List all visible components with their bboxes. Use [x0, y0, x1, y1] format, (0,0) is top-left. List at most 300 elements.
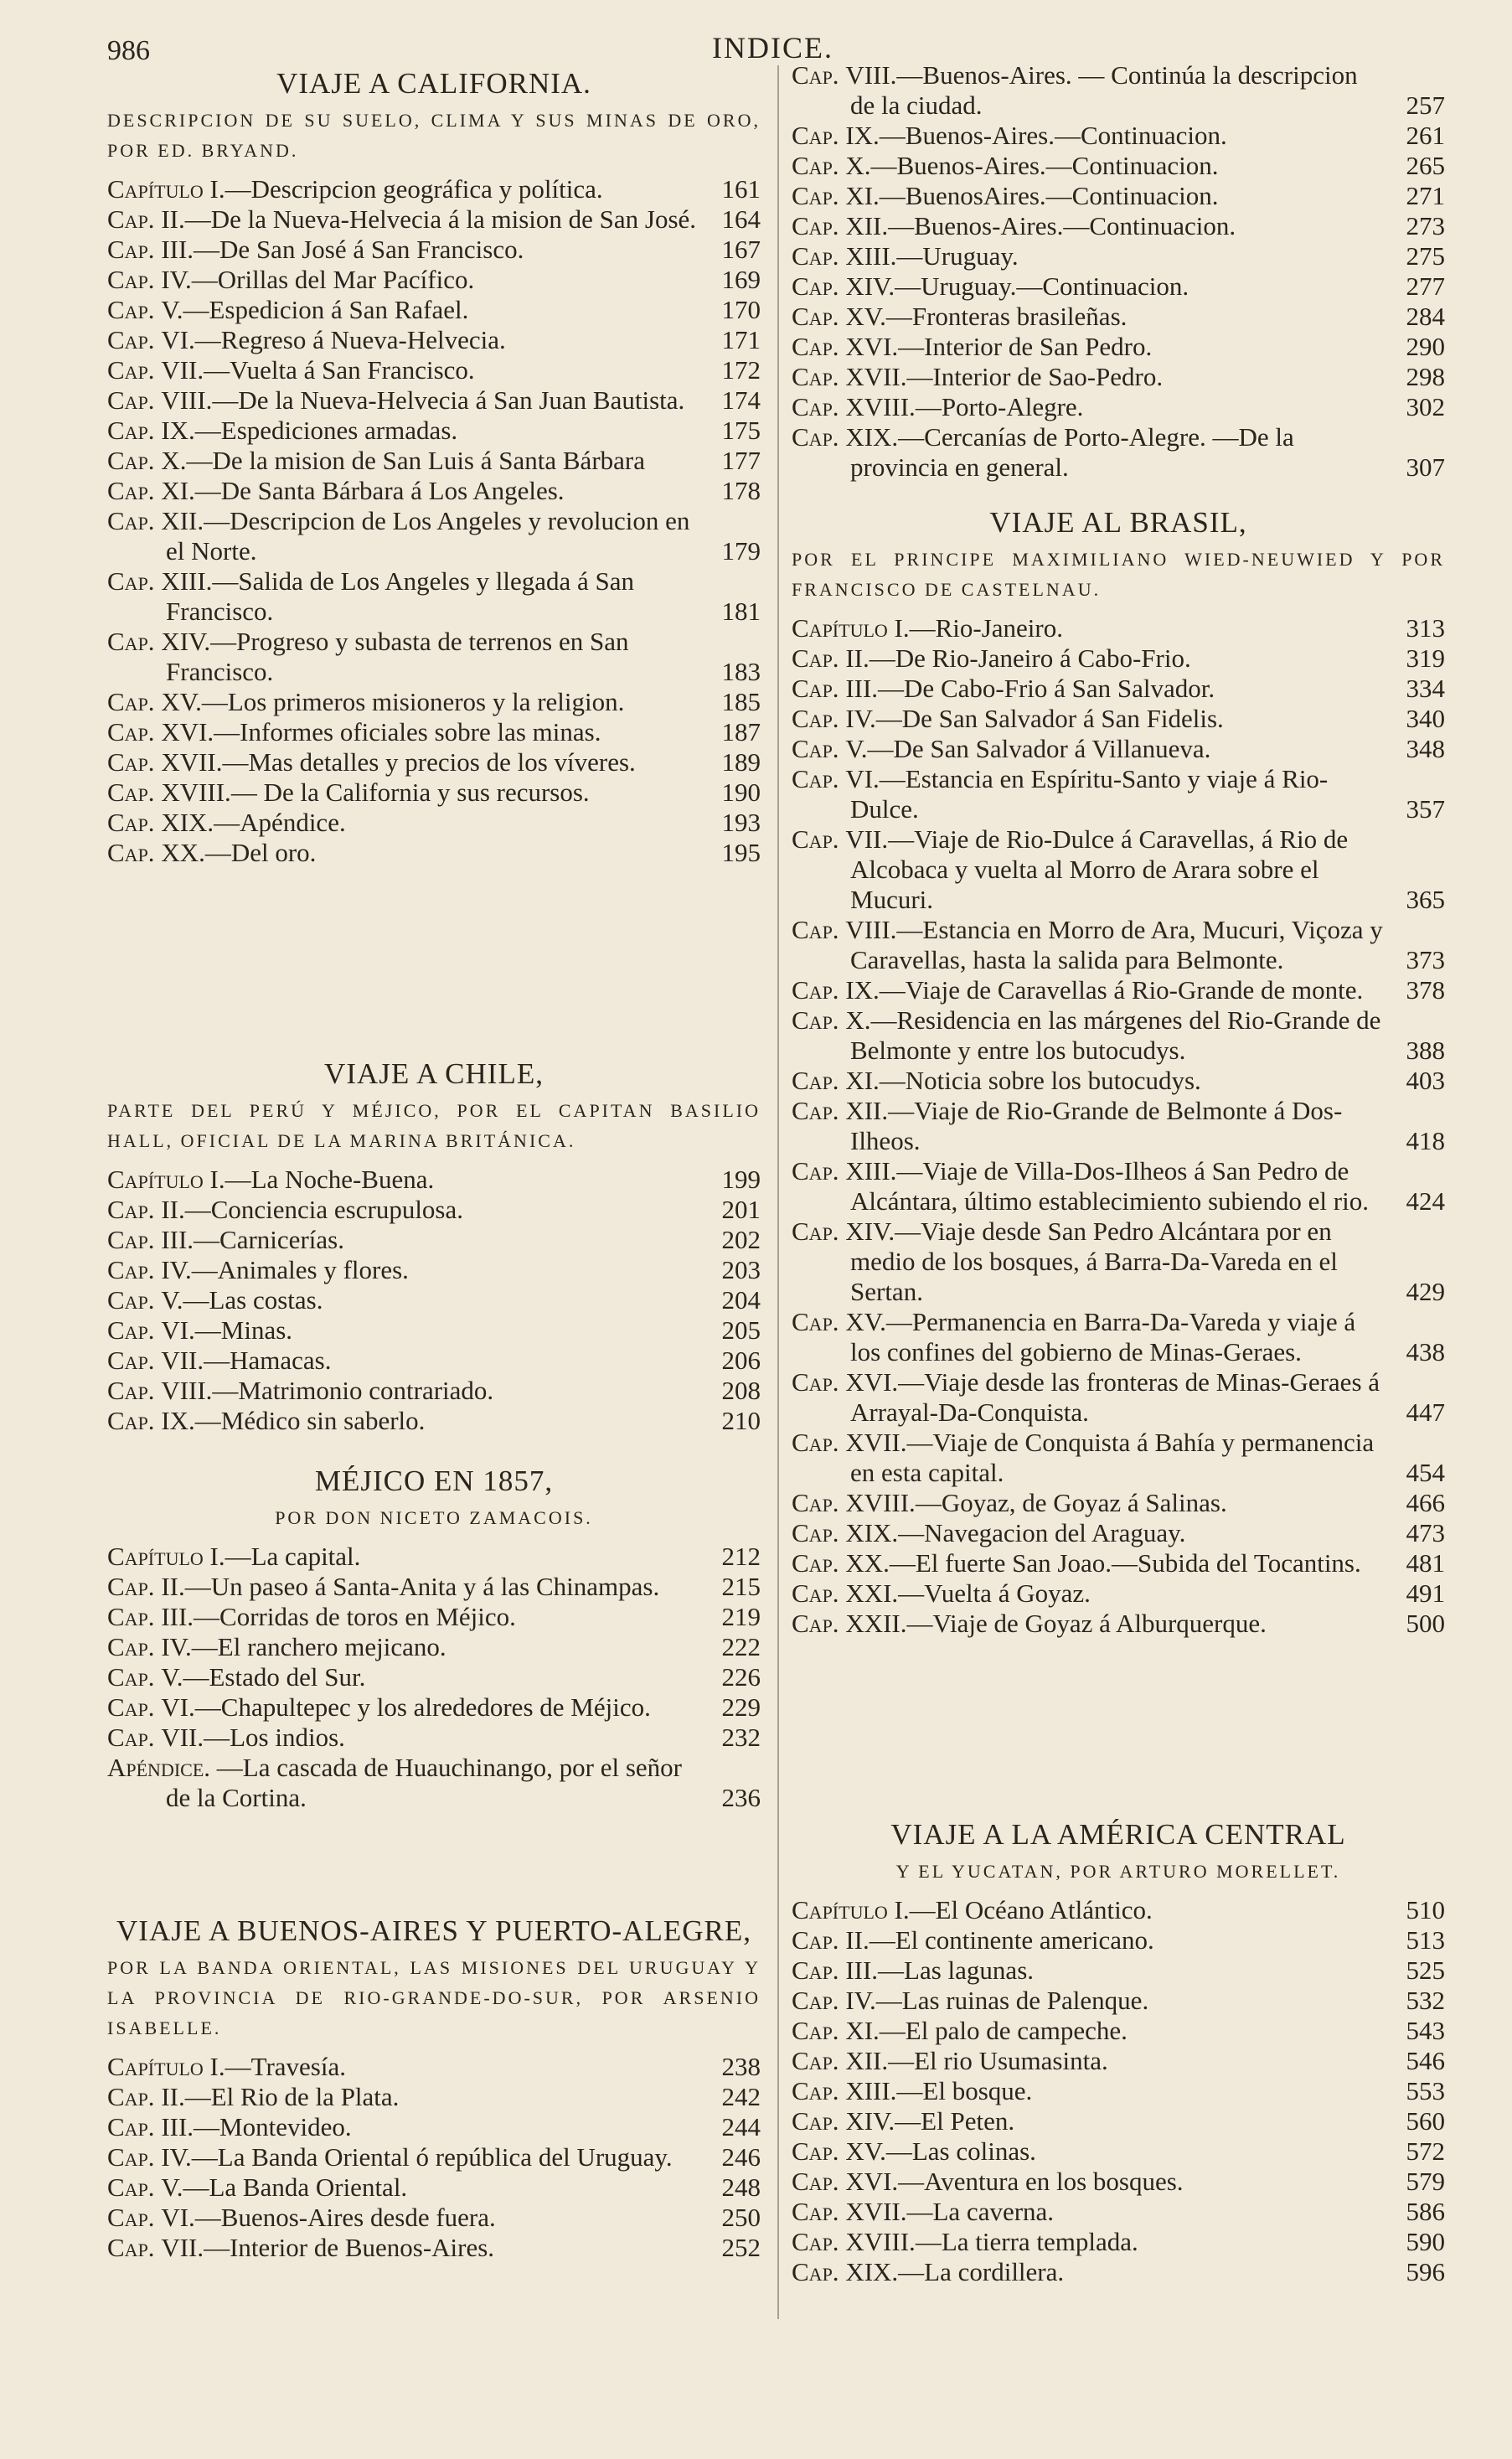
chapter-label: Cap. — [107, 1346, 155, 1375]
toc-entry — [792, 2197, 1445, 2227]
chapter-number: XXI. — [845, 1578, 899, 1608]
section-subtitle: Y EL YUCATAN, POR ARTURO MORELLET. — [895, 1861, 1341, 1882]
chapter-number: VI. — [161, 2203, 195, 2232]
chapter-number: I. — [894, 1895, 910, 1924]
page-ref: 244 — [721, 2112, 761, 2141]
section-subtitle: POR DON NICETO ZAMACOIS. — [275, 1507, 593, 1528]
chapter-label: Cap. — [107, 1285, 155, 1315]
page-ref: 208 — [721, 1376, 761, 1405]
chapter-label: Cap. — [792, 181, 839, 210]
chapter-label: Cap. — [107, 1315, 155, 1345]
chapter-label: Cap. — [792, 271, 839, 301]
page-ref: 226 — [721, 1662, 761, 1692]
chapter-title: —La capital. — [224, 1542, 361, 1571]
page-ref: 238 — [721, 2052, 761, 2081]
chapter-label: Cap. — [792, 422, 839, 452]
toc-entry — [107, 235, 761, 265]
toc-entry — [792, 1096, 1445, 1156]
chapter-label: Cap. — [792, 975, 839, 1005]
chapter-title: —Uruguay. — [896, 241, 1019, 271]
chapter-title: —Vuelta á San Francisco. — [204, 355, 475, 385]
page-ref: 179 — [721, 536, 761, 566]
toc-entry — [792, 211, 1445, 241]
chapter-label: Cap. — [107, 476, 155, 505]
chapter-label: Cap. — [107, 295, 155, 324]
chapter-title: —Espediciones armadas. — [194, 416, 458, 445]
chapter-number: XVII. — [845, 2197, 907, 2226]
chapter-label: Cap. — [107, 627, 155, 656]
chapter-number: II. — [161, 1195, 185, 1224]
chapter-list — [107, 174, 761, 868]
page-ref: 232 — [721, 1723, 761, 1752]
chapter-title: —La cordillera. — [898, 2257, 1065, 2286]
chapter-label: Capítulo — [792, 613, 888, 643]
chapter-title: —El palo de campeche. — [879, 2016, 1128, 2045]
chapter-title: —De Cabo-Frio á San Salvador. — [878, 674, 1215, 703]
chapter-title: —Hamacas. — [204, 1346, 332, 1375]
chapter-number: XX. — [161, 838, 205, 867]
page-ref: 195 — [721, 838, 761, 867]
chapter-title: —La caverna. — [906, 2197, 1055, 2226]
toc-entry — [107, 506, 761, 566]
toc-entry — [792, 392, 1445, 422]
chapter-label: Cap. — [107, 2203, 155, 2232]
page-ref: 590 — [1406, 2227, 1445, 2256]
chapter-number: III. — [161, 2112, 194, 2141]
chapter-label: Cap. — [792, 824, 839, 854]
section-subtitle: PARTE DEL PERÚ Y MÉJICO, POR EL CAPITAN BASILIO HALL, OFICIAL DE LA MARINA BRITÁNICA. — [107, 1100, 761, 1151]
toc-entry — [107, 747, 761, 777]
chapter-label: Cap. — [107, 2172, 155, 2202]
chapter-title: —Las costas. — [183, 1285, 323, 1315]
chapter-title: —Progreso y subasta de terrenos en San Francisco. — [166, 627, 629, 686]
page-ref: 210 — [721, 1406, 761, 1435]
chapter-title: —Rio-Janeiro. — [909, 613, 1063, 643]
chapter-number: XIII. — [161, 566, 213, 596]
page-ref: 510 — [1406, 1895, 1445, 1924]
page-ref: 560 — [1406, 2106, 1445, 2136]
chapter-number: XII. — [845, 1096, 889, 1125]
chapter-title: —La cascada de Huauchinango, por el señor de la Cortina. — [166, 1753, 682, 1812]
chapter-title: —Los indios. — [204, 1723, 345, 1752]
chapter-title: —Chapultepec y los alrededores de Méjico. — [194, 1692, 651, 1722]
page-ref: 204 — [721, 1285, 761, 1315]
column-rule — [777, 65, 779, 2319]
toc-entry — [792, 643, 1445, 674]
chapter-label: Cap. — [792, 1307, 839, 1336]
chapter-number: XVI. — [845, 332, 899, 361]
page-ref: 181 — [721, 597, 761, 626]
toc-entry — [792, 1986, 1445, 2016]
chapter-number: XVI. — [845, 2167, 899, 2196]
chapter-title: —Fronteras brasileñas. — [885, 302, 1128, 331]
chapter-label: Cap. — [107, 355, 155, 385]
toc-entry — [792, 2076, 1445, 2106]
chapter-title: — De la California y sus recursos. — [230, 777, 590, 807]
page-ref: 500 — [1406, 1609, 1445, 1638]
toc-entry — [107, 1542, 761, 1572]
chapter-number: XV. — [161, 687, 202, 716]
toc-entry — [107, 717, 761, 747]
toc-entry — [792, 975, 1445, 1005]
chapter-number: V. — [845, 734, 868, 763]
chapter-title: —Orillas del Mar Pacífico. — [191, 265, 475, 294]
chapter-number: VIII. — [845, 915, 897, 944]
chapter-number: I. — [894, 613, 910, 643]
chapter-title: —Salida de Los Angeles y llegada á San Francisco. — [166, 566, 635, 626]
page-ref: 454 — [1406, 1458, 1445, 1487]
left-column-section-4 — [107, 1914, 761, 2263]
chapter-number: XVII. — [845, 1428, 907, 1457]
chapter-number: XIV. — [845, 2106, 895, 2136]
chapter-label: Cap. — [107, 1225, 155, 1254]
page-ref: 169 — [721, 265, 761, 294]
toc-entry — [792, 1217, 1445, 1307]
chapter-number: I. — [209, 174, 225, 204]
page-ref: 185 — [721, 687, 761, 716]
page-ref: 447 — [1406, 1397, 1445, 1427]
page-ref: 236 — [721, 1783, 761, 1812]
chapter-label: Cap. — [107, 446, 155, 475]
chapter-number: IV. — [161, 1255, 192, 1284]
chapter-label: Cap. — [107, 808, 155, 837]
chapter-number: XI. — [845, 1066, 880, 1095]
page-ref: 284 — [1406, 302, 1445, 331]
chapter-number: X. — [845, 151, 871, 180]
chapter-label: Cap. — [792, 1428, 839, 1457]
chapter-label: Cap. — [792, 1217, 839, 1246]
chapter-label: Capítulo — [107, 2052, 204, 2081]
chapter-number: XX. — [845, 1548, 890, 1578]
chapter-title: —Las lagunas. — [878, 1955, 1035, 1985]
section-subtitle: DESCRIPCION DE SU SUELO, CLIMA Y SUS MINAS DE ORO, POR ED. BRYAND. — [107, 110, 761, 161]
toc-entry — [107, 1723, 761, 1753]
chapter-list — [107, 1542, 761, 1813]
toc-entry — [107, 1406, 761, 1436]
toc-entry — [792, 121, 1445, 151]
section-subtitle: POR EL PRINCIPE MAXIMILIANO WIED-NEUWIED Y POR FRANCISCO DE CASTELNAU. — [792, 549, 1445, 600]
chapter-number: XV. — [845, 302, 886, 331]
chapter-number: IX. — [161, 416, 195, 445]
page-ref: 189 — [721, 747, 761, 777]
chapter-label: Cap. — [792, 915, 839, 944]
chapter-title: —Montevideo. — [194, 2112, 352, 2141]
chapter-title: —Los primeros misioneros y la religion. — [201, 687, 625, 716]
chapter-label: Cap. — [107, 2112, 155, 2141]
chapter-number: XVI. — [161, 717, 214, 746]
chapter-label: Cap. — [792, 2076, 839, 2105]
chapter-number: II. — [845, 1925, 870, 1955]
chapter-number: XIII. — [845, 1156, 897, 1186]
toc-entry — [107, 2052, 761, 2082]
section-title: VIAJE A LA AMÉRICA CENTRAL — [890, 1818, 1346, 1851]
chapter-number: XIV. — [845, 271, 895, 301]
chapter-label: Cap. — [792, 2016, 839, 2045]
chapter-number: XIII. — [845, 241, 897, 271]
page-ref: 202 — [721, 1225, 761, 1254]
toc-entry — [792, 2227, 1445, 2257]
chapter-number: XIV. — [845, 1217, 895, 1246]
chapter-number: II. — [161, 2082, 185, 2111]
toc-entry — [792, 2106, 1445, 2136]
chapter-number: II. — [161, 1572, 185, 1601]
chapter-title: —Goyaz, de Goyaz á Salinas. — [915, 1488, 1227, 1517]
chapter-number: IX. — [845, 975, 880, 1005]
chapter-title: —Espedicion á San Rafael. — [183, 295, 469, 324]
chapter-number: X. — [161, 446, 187, 475]
chapter-title: —Viaje desde San Pedro Alcántara por en medio de los bosques, á Barra-Da-Vareda en el Sertan. — [850, 1217, 1338, 1306]
page-ref: 373 — [1406, 945, 1445, 974]
chapter-title: —El bosque. — [896, 2076, 1033, 2105]
page-ref: 466 — [1406, 1488, 1445, 1517]
page-ref: 187 — [721, 717, 761, 746]
chapter-label: Cap. — [107, 747, 155, 777]
page-ref: 553 — [1406, 2076, 1445, 2105]
toc-entry — [107, 1376, 761, 1406]
chapter-number: XIX. — [161, 808, 214, 837]
chapter-number: V. — [161, 1285, 183, 1315]
chapter-title: —Minas. — [194, 1315, 293, 1345]
chapter-title: —Estancia en Espíritu-Santo y viaje á Rio-Dulce. — [850, 764, 1329, 824]
chapter-label: Cap. — [792, 332, 839, 361]
chapter-label: Cap. — [107, 385, 155, 415]
page-ref: 357 — [1406, 794, 1445, 824]
chapter-number: XI. — [845, 181, 880, 210]
chapter-number: IX. — [845, 121, 880, 150]
chapter-label: Cap. — [792, 362, 839, 391]
chapter-title: —De San José á San Francisco. — [194, 235, 524, 264]
chapter-label: Cap. — [792, 1518, 839, 1547]
chapter-label: Capítulo — [107, 1165, 204, 1194]
chapter-list — [792, 613, 1445, 1639]
chapter-number: V. — [161, 1662, 183, 1692]
chapter-label: Cap. — [792, 764, 839, 793]
chapter-label: Cap. — [792, 151, 839, 180]
toc-entry — [107, 1285, 761, 1315]
chapter-number: IV. — [161, 265, 192, 294]
chapter-label: Cap. — [107, 265, 155, 294]
section-subtitle: POR LA BANDA ORIENTAL, LAS MISIONES DEL URUGUAY Y LA PROVINCIA DE RIO-GRANDE-DO-SUR, POR ARSENIO ISABELLE. — [107, 1957, 761, 2038]
chapter-label: Cap. — [792, 2136, 839, 2166]
chapter-title: —De Santa Bárbara á Los Angeles. — [194, 476, 565, 505]
page-ref: 183 — [721, 657, 761, 686]
chapter-number: III. — [161, 1602, 194, 1631]
chapter-label: Cap. — [107, 1195, 155, 1224]
toc-entry — [792, 2016, 1445, 2046]
toc-entry — [792, 1367, 1445, 1428]
chapter-number: XII. — [845, 2046, 889, 2075]
page-ref: 265 — [1406, 151, 1445, 180]
chapter-label: Cap. — [792, 734, 839, 763]
page-ref: 257 — [1406, 90, 1445, 120]
page-ref: 250 — [721, 2203, 761, 2232]
chapter-number: VIII. — [161, 385, 213, 415]
chapter-label: Cap. — [792, 1609, 839, 1638]
toc-entry — [792, 824, 1445, 915]
toc-entry — [107, 687, 761, 717]
toc-entry — [792, 1428, 1445, 1488]
chapter-title: —Informes oficiales sobre las minas. — [214, 717, 601, 746]
chapter-title: —Buenos-Aires.—Continuacion. — [888, 211, 1236, 240]
chapter-label: Cap. — [792, 704, 839, 733]
chapter-number: XIII. — [845, 2076, 897, 2105]
chapter-title: —Buenos-Aires. — Continúa la descripcion de la ciudad. — [850, 60, 1358, 120]
chapter-number: XIX. — [845, 2257, 899, 2286]
chapter-label: Cap. — [792, 1156, 839, 1186]
chapter-title: —Viaje de Rio-Grande de Belmonte á Dos-Ilheos. — [850, 1096, 1343, 1155]
chapter-label: Cap. — [107, 1662, 155, 1692]
chapter-number: XII. — [845, 211, 889, 240]
toc-entry — [792, 1488, 1445, 1518]
chapter-label: Apéndice. — [107, 1753, 211, 1782]
toc-entry — [792, 674, 1445, 704]
chapter-number: II. — [161, 204, 185, 234]
toc-entry — [792, 1925, 1445, 1955]
chapter-number: IX. — [161, 1406, 195, 1435]
section-title: VIAJE A CHILE, — [324, 1057, 544, 1090]
chapter-number: III. — [161, 1225, 194, 1254]
toc-entry — [792, 151, 1445, 181]
chapter-title: —Carnicerías. — [194, 1225, 344, 1254]
chapter-number: XVIII. — [845, 392, 916, 421]
page-ref: 429 — [1406, 1277, 1445, 1306]
chapter-title: —De la mision de San Luis á Santa Bárbara — [186, 446, 645, 475]
chapter-number: XVIII. — [161, 777, 231, 807]
page-ref: 172 — [721, 355, 761, 385]
section-title: VIAJE A CALIFORNIA. — [276, 67, 591, 100]
chapter-title: —Apéndice. — [214, 808, 346, 837]
toc-entry — [107, 1225, 761, 1255]
toc-entry — [792, 1548, 1445, 1578]
chapter-title: —Buenos-Aires.—Continuacion. — [879, 121, 1227, 150]
chapter-label: Cap. — [107, 1572, 155, 1601]
chapter-number: XII. — [161, 506, 204, 535]
chapter-label: Cap. — [792, 302, 839, 331]
chapter-label: Capítulo — [792, 1895, 888, 1924]
page-ref: 525 — [1406, 1955, 1445, 1985]
chapter-label: Cap. — [107, 204, 155, 234]
chapter-label: Cap. — [792, 1096, 839, 1125]
chapter-label: Cap. — [107, 1632, 155, 1661]
chapter-number: IV. — [161, 2142, 192, 2172]
section-title: MÉJICO EN 1857, — [314, 1465, 554, 1497]
toc-entry — [792, 1955, 1445, 1986]
toc-entry — [792, 1156, 1445, 1217]
chapter-title: —Corridas de toros en Méjico. — [194, 1602, 516, 1631]
toc-entry — [107, 777, 761, 808]
section-title: VIAJE A BUENOS-AIRES Y PUERTO-ALEGRE, — [116, 1914, 751, 1947]
toc-entry — [792, 613, 1445, 643]
chapter-title: —De la Nueva-Helvecia á la mision de San José. — [184, 204, 697, 234]
chapter-title: —De San Salvador á Villanueva. — [867, 734, 1211, 763]
chapter-label: Cap. — [107, 506, 155, 535]
page-ref: 273 — [1406, 211, 1445, 240]
toc-entry — [107, 325, 761, 355]
chapter-label: Cap. — [107, 566, 155, 596]
page-ref: 275 — [1406, 241, 1445, 271]
chapter-title: —Un paseo á Santa-Anita y á las Chinampas. — [184, 1572, 660, 1601]
chapter-title: —La Banda Oriental ó república del Uruguay. — [191, 2142, 673, 2172]
toc-entry — [792, 734, 1445, 764]
chapter-title: —Viaje desde las fronteras de Minas-Geraes á Arrayal-Da-Conquista. — [850, 1367, 1380, 1427]
page-ref: 203 — [721, 1255, 761, 1284]
toc-entry — [107, 1662, 761, 1692]
chapter-title: —Aventura en los bosques. — [898, 2167, 1184, 2196]
chapter-label: Cap. — [107, 687, 155, 716]
left-column-section-2 — [107, 1057, 761, 1436]
page-ref: 199 — [721, 1165, 761, 1194]
chapter-title: —Mas detalles y precios de los víveres. — [222, 747, 636, 777]
page-ref: 252 — [721, 2233, 761, 2262]
toc-entry — [107, 1602, 761, 1632]
chapter-title: —El rio Usumasinta. — [888, 2046, 1108, 2075]
page-ref: 229 — [721, 1692, 761, 1722]
page-ref: 365 — [1406, 885, 1445, 914]
chapter-title: —Viaje de Goyaz á Alburquerque. — [906, 1609, 1267, 1638]
toc-entry — [792, 241, 1445, 271]
chapter-title: —La Noche-Buena. — [224, 1165, 435, 1194]
chapter-list — [792, 1895, 1445, 2287]
page-ref: 543 — [1406, 2016, 1445, 2045]
page-ref: 261 — [1406, 121, 1445, 150]
chapter-title: —Descripcion de Los Angeles y revolucion en el Norte. — [166, 506, 690, 566]
chapter-number: VII. — [161, 1723, 204, 1752]
chapter-title: —Residencia en las márgenes del Rio-Grande de Belmonte y entre los butocudys. — [850, 1005, 1381, 1065]
chapter-title: —Uruguay.—Continuacion. — [895, 271, 1189, 301]
chapter-label: Cap. — [107, 1406, 155, 1435]
chapter-label: Cap. — [107, 1255, 155, 1284]
toc-entry — [107, 2172, 761, 2203]
toc-entry — [107, 2112, 761, 2142]
chapter-number: XI. — [161, 476, 195, 505]
page-ref: 271 — [1406, 181, 1445, 210]
chapter-label: Cap. — [792, 1955, 839, 1985]
chapter-title: —El ranchero mejicano. — [191, 1632, 446, 1661]
chapter-label: Cap. — [792, 60, 839, 90]
chapter-number: I. — [209, 2052, 225, 2081]
page-ref: 167 — [721, 235, 761, 264]
toc-entry — [107, 627, 761, 687]
page-ref: 205 — [721, 1315, 761, 1345]
toc-entry — [792, 362, 1445, 392]
page-ref: 403 — [1406, 1066, 1445, 1095]
chapter-title: —Travesía. — [224, 2052, 346, 2081]
chapter-title: —Médico sin saberlo. — [194, 1406, 426, 1435]
chapter-label: Cap. — [107, 1723, 155, 1752]
chapter-title: —Matrimonio contrariado. — [212, 1376, 494, 1405]
toc-entry — [792, 332, 1445, 362]
chapter-title: —Viaje de Caravellas á Rio-Grande de monte. — [879, 975, 1364, 1005]
chapter-label: Cap. — [107, 235, 155, 264]
chapter-number: IV. — [845, 1986, 876, 2015]
toc-entry — [792, 764, 1445, 824]
chapter-title: —Estado del Sur. — [183, 1662, 366, 1692]
chapter-number: II. — [845, 643, 870, 673]
page-ref: 340 — [1406, 704, 1445, 733]
chapter-label: Cap. — [107, 1602, 155, 1631]
page-ref: 177 — [721, 446, 761, 475]
toc-entry — [792, 1578, 1445, 1609]
chapter-number: I. — [209, 1165, 225, 1194]
page-ref: 246 — [721, 2142, 761, 2172]
chapter-title: —La Banda Oriental. — [183, 2172, 408, 2202]
chapter-number: XV. — [845, 1307, 886, 1336]
right-column-section-3 — [792, 1818, 1445, 2287]
toc-entry — [107, 446, 761, 476]
chapter-title: —El Peten. — [895, 2106, 1015, 2136]
toc-entry — [107, 476, 761, 506]
chapter-number: XIV. — [161, 627, 211, 656]
